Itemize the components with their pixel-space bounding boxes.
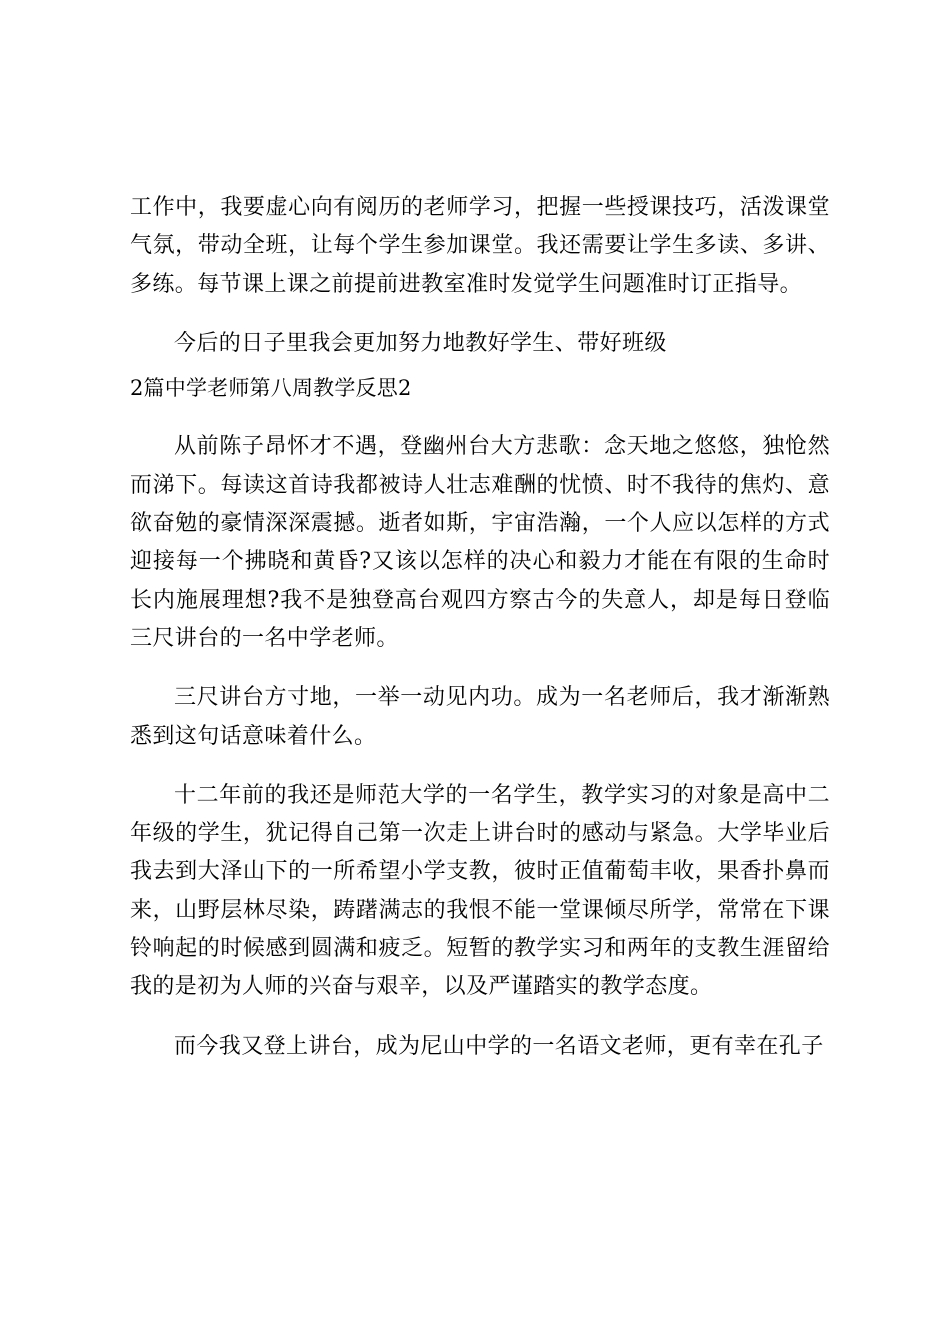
- paragraph-nishan-school: 而今我又登上讲台，成为尼山中学的一名语文老师，更有幸在孔子: [174, 1033, 824, 1059]
- section-heading: 2篇中学老师第八周教学反思2: [130, 376, 412, 401]
- document-body: [130, 189, 830, 1066]
- paragraph-twelve-years-ago: 十二年前的我还是师范大学的一名学生，教学实习的对象是高中二年级的学生，犹记得自己第一次走上讲台时的感动与紧急。大学毕业后我去到大泽山下的一所希望小学支教，彼时正值葡萄丰收，果香扑鼻而来，山野层林尽染，踌躇满志的我恨不能一堂课倾尽所学，常常在下课铃响起的时候感到圆满和疲乏。短暂的教学实习和两年的支教生涯留给我的是初为人师的兴奋与艰辛，以及严谨踏实的教学态度。: [130, 782, 830, 1000]
- paragraph-future-commitment: 今后的日子里我会更加努力地教好学生、带好班级: [174, 330, 667, 356]
- paragraph-chen-ziang: 从前陈子昂怀才不遇，登幽州台大方悲歌：念天地之悠悠，独怆然而涕下。每读这首诗我都被诗人壮志难酬的忧愤、时不我待的焦灼、意欲奋勉的豪情深深震撼。逝者如斯，宇宙浩瀚，一个人应以怎样的方式迎接每一个拂晓和黄昏?又该以怎样的决心和毅力才能在有限的生命时长内施展理想?我不是独登高台观四方察古今的失意人，却是每日登临三尺讲台的一名中学老师。: [130, 434, 830, 651]
- paragraph-continued-work: 工作中，我要虚心向有阅历的老师学习，把握一些授课技巧，活泼课堂气氛，带动全班，让每个学生参加课堂。我还需要让学生多读、多讲、多练。每节课上课之前提前进教室准时发觉学生问题准时订正指导。: [130, 195, 830, 297]
- paragraph-three-foot-podium: 三尺讲台方寸地，一举一动见内功。成为一名老师后，我才渐渐熟悉到这句话意味着什么。: [130, 685, 830, 749]
